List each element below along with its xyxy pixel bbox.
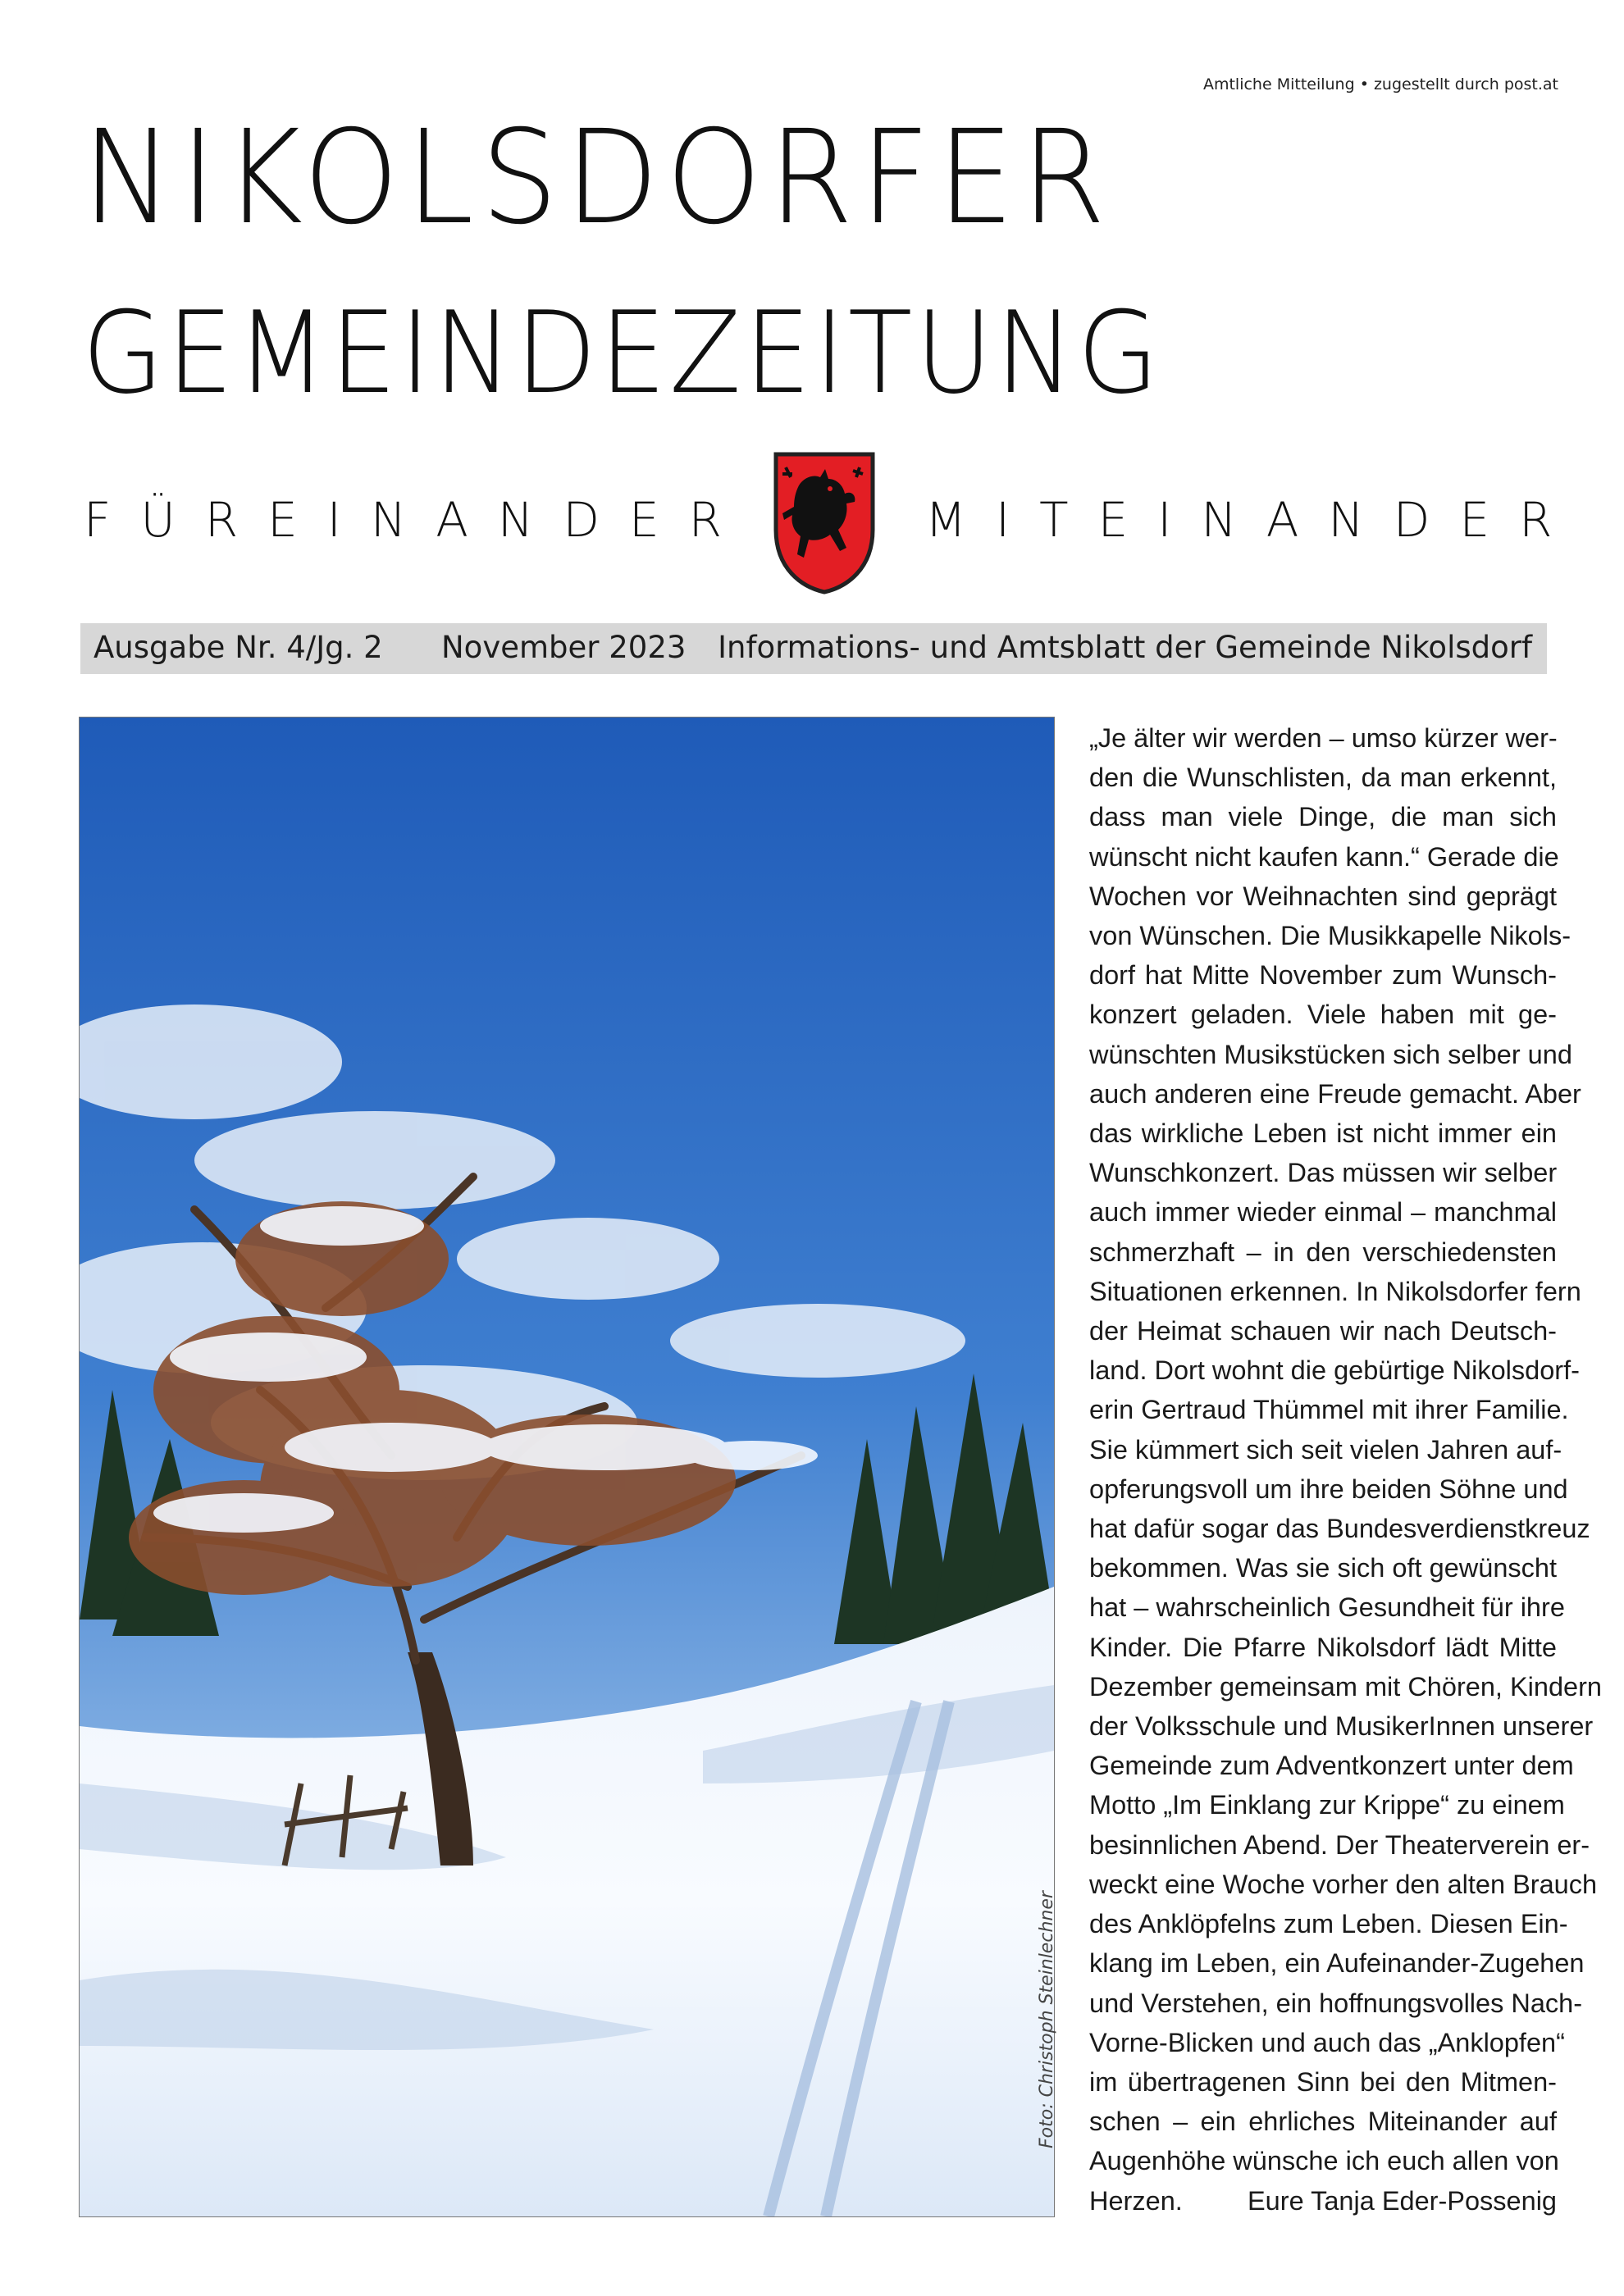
- article-line: Dezember gemeinsam mit Chören, Kindern: [1089, 1671, 1602, 1702]
- article-line: konzert geladen. Viele haben mit ge-: [1089, 1000, 1557, 1030]
- article-line: den die Wunschlisten, da man erkennt,: [1089, 763, 1557, 793]
- cover-photo: [79, 717, 1055, 2217]
- motto-left: FÜREINANDER: [84, 492, 751, 548]
- publication-description: Informations- und Amtsblatt der Gemeinde Nikolsdorf: [718, 630, 1532, 665]
- article-line: Sie kümmert sich seit vielen Jahren auf-: [1089, 1434, 1562, 1465]
- article-line: Gemeinde zum Adventkonzert unter dem: [1089, 1751, 1574, 1781]
- article-line: im übertragenen Sinn bei den Mitmen-: [1089, 2066, 1557, 2097]
- article-line: klang im Leben, ein Aufeinander-Zugehen: [1089, 1948, 1585, 1979]
- photo-credit: Foto: Christoph Steinlechner: [1037, 1891, 1057, 2148]
- winter-landscape-illustration: [80, 718, 1054, 2216]
- article-line: Wochen vor Weihnachten sind geprägt: [1089, 881, 1557, 911]
- article-line: das wirkliche Leben ist nicht immer ein: [1089, 1118, 1557, 1149]
- article-line: opferungsvoll um ihre beiden Söhne und: [1089, 1474, 1568, 1504]
- article-line: Situationen erkennen. In Nikolsdorfer fern: [1089, 1276, 1581, 1306]
- article-line: Kinder. Die Pfarre Nikolsdorf lädt Mitte: [1089, 1632, 1557, 1662]
- article-line: dorf hat Mitte November zum Wunsch-: [1089, 960, 1557, 991]
- article-line: besinnlichen Abend. Der Theaterverein er-: [1089, 1829, 1590, 1860]
- article-line: auch anderen eine Freude gemacht. Aber: [1089, 1078, 1581, 1109]
- article-line: schen – ein ehrliches Miteinander auf: [1089, 2107, 1557, 2137]
- article-line: land. Dort wohnt die gebürtige Nikolsdorf-: [1089, 1355, 1580, 1386]
- closing-word: Herzen.: [1089, 2185, 1183, 2216]
- article-line: „Je älter wir werden – umso kürzer wer-: [1089, 723, 1558, 753]
- official-notice: Amtliche Mitteilung • zugestellt durch post.at: [1202, 75, 1558, 93]
- masthead-title-line1: NIKOLSDORFER: [82, 102, 1113, 253]
- article-line: wünschten Musikstücken sich selber und: [1089, 1039, 1572, 1069]
- article-line: des Anklöpfelns zum Leben. Diesen Ein-: [1089, 1909, 1568, 1939]
- article-line: erin Gertraud Thümmel mit ihrer Familie.: [1089, 1395, 1569, 1425]
- article-line: hat – wahrscheinlich Gesundheit für ihre: [1089, 1592, 1565, 1623]
- issue-info-bar: [80, 623, 1547, 674]
- article-line: von Wünschen. Die Musikkapelle Nikols-: [1089, 921, 1572, 951]
- article-line: Augenhöhe wünsche ich euch allen von: [1089, 2146, 1559, 2176]
- article-line: Motto „Im Einklang zur Krippe“ zu einem: [1089, 1790, 1565, 1820]
- municipal-coat-of-arms-icon: [771, 449, 878, 595]
- article-line: schmerzhaft – in den verschiedensten: [1089, 1237, 1557, 1267]
- article-line: Wunschkonzert. Das müssen wir selber: [1089, 1158, 1558, 1188]
- issue-number: Ausgabe Nr. 4/Jg. 2: [94, 630, 383, 665]
- editorial-text: [1089, 718, 1602, 2221]
- article-line: Vorne-Blicken und auch das „Anklopfen“: [1089, 2027, 1565, 2057]
- masthead-title-line2: GEMEINDEZEITUNG: [82, 287, 1162, 419]
- article-line: dass man viele Dinge, die man sich: [1089, 802, 1557, 832]
- issue-date: November 2023: [441, 630, 687, 665]
- article-line: der Volksschule und MusikerInnen unserer: [1089, 1711, 1594, 1742]
- article-line: hat dafür sogar das Bundesverdienstkreuz: [1089, 1514, 1590, 1544]
- article-line: weckt eine Woche vorher den alten Brauch: [1089, 1869, 1598, 1899]
- article-line: auch immer wieder einmal – manchmal: [1089, 1197, 1557, 1228]
- article-closing-line: [1089, 2181, 1557, 2221]
- motto-right: MITEINANDER: [925, 492, 1582, 548]
- article-line: und Verstehen, ein hoffnungsvolles Nach-: [1089, 1988, 1583, 2018]
- article-line: der Heimat schauen wir nach Deutsch-: [1089, 1316, 1557, 1346]
- article-line: wünscht nicht kaufen kann.“ Gerade die: [1089, 841, 1559, 872]
- author-signature: Eure Tanja Eder-Possenig: [1248, 2185, 1557, 2216]
- article-line: bekommen. Was sie sich oft gewünscht: [1089, 1553, 1557, 1583]
- crest-eye: [828, 486, 833, 491]
